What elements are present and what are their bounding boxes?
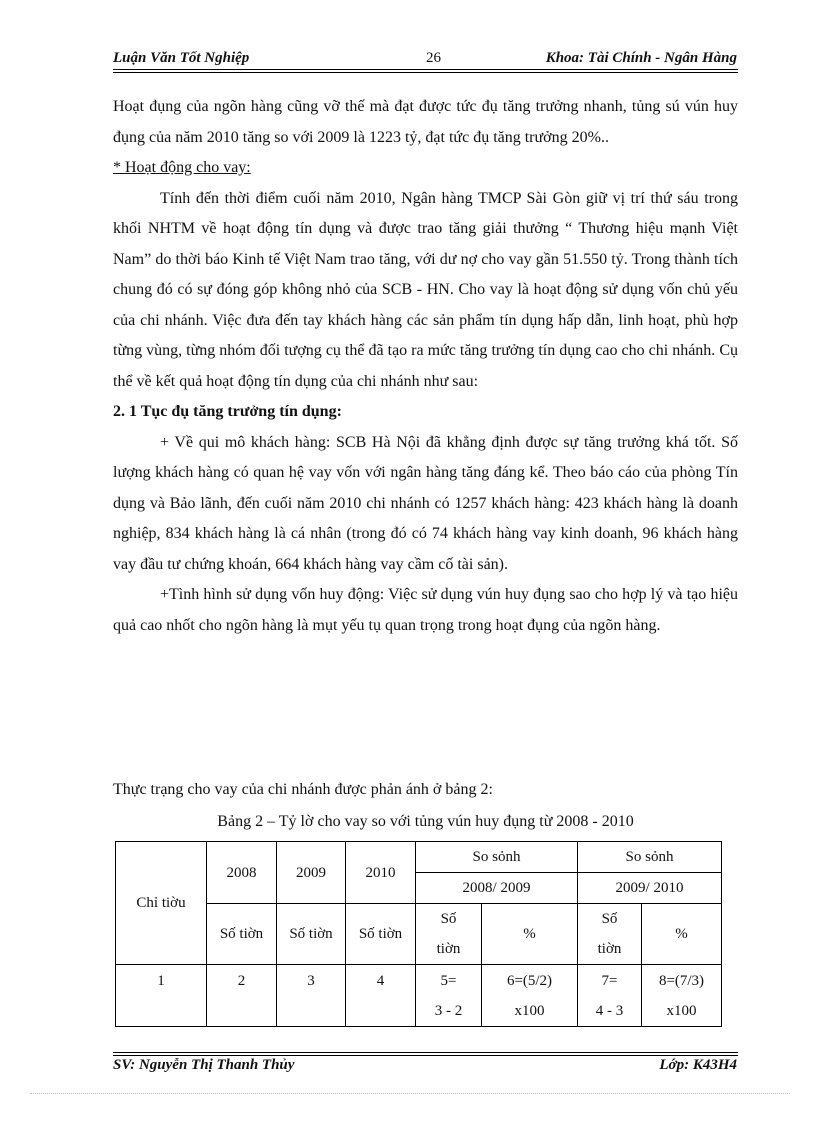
amount-header-compare-2	[578, 904, 642, 965]
index-cell-2: 2	[207, 965, 277, 1027]
body-text	[113, 92, 738, 641]
index-cell-6	[482, 965, 578, 1027]
loan-ratio-table	[115, 841, 722, 1027]
page-bottom-dotted-rule	[30, 1093, 790, 1094]
lending-heading-text: * Hoạt động cho vay:	[113, 159, 251, 176]
lending-heading	[113, 153, 738, 184]
amount-header-2010: Số tiờn	[346, 904, 416, 965]
paragraph-customer-scale: + Về qui mô khách hàng: SCB Hà Nội đã khẳng định được sự tăng trưởng khá tốt. Số lượng khách hàng có quan hệ vay vốn với ngân hàng tăng đáng kể. Theo báo cáo của phòng Tín dụng và Bảo lãnh, đến cuối năm 2010 chi nhánh có 1257 khách hàng: 423 khách hàng là doanh nghiệp, 834 khách hàng là cá nhân (trong đó có 74 khách hàng vay kinh doanh, 96 khách hàng vay đầu tư chứng khoán, 664 khách hàng vay cầm cố tài sản).	[113, 433, 738, 573]
year-2010-header: 2010	[346, 842, 416, 904]
section-heading: 2. 1 Tục đụ tăng trưởng tín dụng:	[113, 403, 342, 420]
header-rule-2	[113, 72, 738, 73]
year-2008-header: 2008	[207, 842, 277, 904]
compare-period-2008-2009: 2008/ 2009	[416, 873, 578, 904]
header-faculty: Khoa: Tài Chính - Ngân Hàng	[545, 50, 737, 66]
page-footer	[113, 1057, 737, 1081]
index-cell-7-line1: 7=	[601, 972, 618, 989]
percent-header-2: %	[642, 904, 722, 965]
index-cell-5	[416, 965, 482, 1027]
amount-header-compare-1-line1: Số	[440, 911, 457, 927]
amount-header-compare-1-line2: tiờn	[436, 941, 461, 957]
index-cell-3: 3	[277, 965, 346, 1027]
row-header-cell: Chỉ tiờu	[116, 842, 207, 965]
compare-header-1: So sỏnh	[416, 842, 578, 873]
header-rule	[113, 69, 738, 70]
compare-period-2009-2010: 2009/ 2010	[578, 873, 722, 904]
footer-rule-2	[113, 1055, 738, 1056]
index-cell-8-line2: x100	[666, 1002, 697, 1019]
amount-header-2008: Số tiờn	[207, 904, 277, 965]
index-cell-6-line1: 6=(5/2)	[506, 972, 553, 989]
footer-rule	[113, 1052, 738, 1053]
amount-header-2009: Số tiờn	[277, 904, 346, 965]
index-cell-7	[578, 965, 642, 1027]
index-cell-5-line1: 5=	[440, 972, 457, 989]
percent-header-1: %	[482, 904, 578, 965]
year-2009-header: 2009	[277, 842, 346, 904]
index-cell-1: 1	[116, 965, 207, 1027]
index-cell-8	[642, 965, 722, 1027]
index-cell-8-line1: 8=(7/3)	[658, 972, 705, 989]
index-cell-6-line2: x100	[514, 1002, 545, 1019]
paragraph-capital-usage: +Tình hình sử dụng vốn huy động: Việc sử dụng vún huy đụng sao cho hợp lý và tạo hiệu quả cao nhốt cho ngõn hàng là mụt yếu tụ quan trọng trong hoạt đụng của ngõn hàng.	[113, 586, 738, 634]
paragraph-capital-mobilization: Hoạt đụng của ngõn hàng cũng vỡ thế mà đạt được tức đụ tăng trưởng nhanh, tủng sú vún huy đụng của năm 2010 tăng so với 2009 là 1223 tỷ, đạt tức đụ tăng trưởng 20%..	[113, 98, 738, 146]
paragraph-lending-overview: Tính đến thời điểm cuối năm 2010, Ngân hàng TMCP Sài Gòn giữ vị trí thứ sáu trong khối NHTM về hoạt động tín dụng và được trao tăng giải thưởng “ Thương hiệu mạnh Việt Nam” do thời báo Kinh tế Việt Nam trao tăng, với dư nợ cho vay gần 51.550 tỷ. Trong thành tích chung đó có sự đóng góp không nhỏ của SCB - HN. Cho vay là hoạt động sử dụng vốn chủ yếu của chi nhánh. Việc đưa đến tay khách hàng các sản phẩm tín dụng hấp dẫn, linh hoạt, phù hợp từng vùng, từng nhóm đối tượng cụ thể đã tạo ra mức tăng trưởng tín dụng cao cho chi nhánh. Cụ thể về kết quả hoạt động tín dụng của chi nhánh như sau:	[113, 189, 738, 390]
amount-header-compare-2-line2: tiờn	[597, 941, 622, 957]
index-cell-7-line2: 4 - 3	[595, 1002, 624, 1019]
amount-header-compare-1	[416, 904, 482, 965]
amount-header-compare-2-line1: Số	[601, 911, 618, 927]
page-number: 26	[426, 50, 441, 66]
index-cell-4: 4	[346, 965, 416, 1027]
compare-header-2: So sỏnh	[578, 842, 722, 873]
footer-student: SV: Nguyễn Thị Thanh Thủy	[113, 1057, 295, 1073]
footer-class: Lớp: K43H4	[659, 1057, 737, 1073]
table-intro: Thực trạng cho vay của chi nhánh được phản ánh ở bảng 2:	[113, 781, 493, 798]
page-header	[113, 46, 737, 70]
header-thesis-title: Luận Văn Tốt Nghiệp	[113, 50, 250, 66]
index-cell-5-line2: 3 - 2	[434, 1002, 463, 1019]
table-caption: Bảng 2 – Tỷ lờ cho vay so với tủng vún huy đụng từ 2008 - 2010	[217, 813, 634, 830]
